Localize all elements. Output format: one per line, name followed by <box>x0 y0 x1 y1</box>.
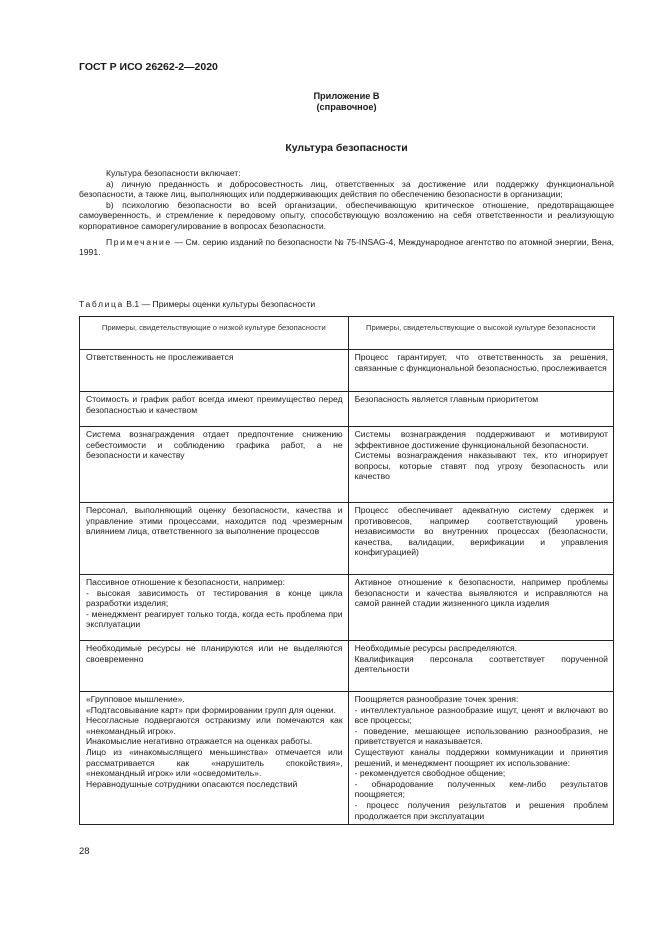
table-row <box>80 575 614 641</box>
appendix-title: Приложение В <box>313 91 380 101</box>
table-row <box>80 692 614 825</box>
table-cell-low <box>80 427 349 503</box>
cell-text-line: Инакомыслие негативно отражается на оценках работы. <box>86 736 313 747</box>
cell-text-line: Системы вознаграждения наказывают тех, кто игнорирует вопросы, которые ставят под угрозу безопасность или качество <box>354 450 608 482</box>
cell-text-line: «Подтасовывание карт» при формировании групп для оценки. <box>86 704 336 715</box>
table-cell-high <box>348 692 613 825</box>
section-title: Культура безопасности <box>285 142 408 154</box>
table-row <box>80 427 614 503</box>
cell-text-line: Процесс обеспечивает адекватную систему сдержек и противовесов, например соответствующий уровень независимости во внутренних процессах (безопасности, качества, валидации, верификации и управления конфигурацией) <box>354 505 608 558</box>
cell-text-line: Активное отношение к безопасности, например проблемы безопасности и качества выявляются и исправляются на самой ранней стадии жизненного цикла изделия <box>354 577 608 609</box>
cell-text-line: Системы вознаграждения поддерживают и мотивируют эффективное достижение функциональной безопасности. <box>354 429 608 450</box>
cell-text-line: «Групповое мышление». <box>86 694 185 704</box>
table-cell-high <box>348 427 613 503</box>
table-cell-high <box>348 641 613 692</box>
table-cell-high <box>348 350 613 392</box>
item-b-paragraph: b) психологию безопасности во всей организации, обеспечивающую критическое отношение, предотвращающее самоуверенность, и стремление к передовому опыту, способствующую возложению на себя ответственности и реализующую корпоративное саморегулирование в вопросах безопасности. <box>79 199 614 231</box>
cell-text-line: Неравнодушные сотрудники опасаются последствий <box>86 778 298 789</box>
table-cell-high <box>348 392 613 427</box>
item-a-paragraph: а) личную преданность и добросовестность лиц, ответственных за достижение или поддержку функциональной безопасности, а также лиц, выполняющих или поддерживающих действия по обеспечению безопасности в организации; <box>79 178 614 200</box>
safety-culture-table <box>79 316 614 825</box>
table-row <box>80 392 614 427</box>
table-header-low: Примеры, свидетельствующие о низкой культуре безопасности <box>80 317 349 350</box>
cell-text-line: Существуют каналы поддержки коммуникации и принятия решений, и менеджмент поощряет их использование: <box>354 746 608 768</box>
cell-text-line: Необходимые ресурсы не планируются или не выделяются своевременно <box>86 643 343 664</box>
note-label: Примечание <box>106 236 172 247</box>
table-header-row <box>80 317 614 350</box>
appendix-subtitle: (справочное) <box>316 102 377 112</box>
table-cell-high <box>348 503 613 575</box>
table-body <box>80 350 614 825</box>
cell-text-line: Пассивное отношение к безопасности, например: <box>86 577 285 587</box>
cell-text-line: Безопасность является главным приоритетом <box>354 394 539 404</box>
table-row <box>80 503 614 575</box>
table-cell-low <box>80 503 349 575</box>
note-text: — См. серию изданий по безопасности № 75-INSAG-4, Международное агентство по атомной энергии, Вена, 1991. <box>79 236 614 258</box>
cell-text-line: - менеджмент реагирует только тогда, когда есть проблема при эксплуатации <box>86 608 343 630</box>
table-header-high: Примеры, свидетельствующие о высокой культуре безопасности <box>348 317 613 350</box>
cell-text-line: - обнародование полученных кем-либо результатов поощряется; <box>354 778 608 800</box>
cell-text-line: - процесс получения результатов и решения проблем продолжается при эксплуатации <box>354 799 608 821</box>
cell-text-line: - рекомендуется свободное общение; <box>354 768 506 779</box>
cell-text-line: Лицо из «инакомыслящего меньшинства» отмечается или рассматривается как «нарушитель спокойствия», «некомандный игрок» или «осведомитель». <box>86 746 343 779</box>
cell-text-line: Персонал, выполняющий оценку безопасности, качества и управление этими процессами, находится под чрезмерным влиянием лица, ответственного за выполнение процессов <box>86 505 343 537</box>
table-cell-low <box>80 350 349 392</box>
table-caption <box>79 299 315 310</box>
cell-text-line: Необходимые ресурсы распределяются. <box>354 643 518 653</box>
body-text <box>79 168 614 258</box>
table-row <box>80 350 614 392</box>
cell-text-line: Стоимость и график работ всегда имеют преимущество перед безопасностью и качеством <box>86 394 343 415</box>
page-number: 28 <box>79 846 90 857</box>
cell-text-line: Процесс гарантирует, что ответственность за решения, связанные с функциональной безопасностью, прослеживается <box>354 352 608 373</box>
table-caption-label: Таблица <box>79 299 124 309</box>
cell-text-line: Ответственность не прослеживается <box>86 352 234 362</box>
table-cell-low <box>80 641 349 692</box>
cell-text-line: Квалификация персонала соответствует порученной деятельности <box>354 653 608 675</box>
table-cell-low <box>80 392 349 427</box>
table-caption-text: В.1 — Примеры оценки культуры безопасности <box>123 299 316 309</box>
table-cell-high <box>348 575 613 641</box>
table-row <box>80 641 614 692</box>
table-cell-low <box>80 692 349 825</box>
table-cell-low <box>80 575 349 641</box>
intro-paragraph: Культура безопасности включает: <box>106 168 241 178</box>
cell-text-line: - поведение, мешающее использованию разнообразия, не приветствуется и наказывается. <box>354 725 608 747</box>
cell-text-line: Система вознаграждения отдает предпочтение снижению себестоимости и соблюдению графика работ, а не безопасности и качеству <box>86 429 343 461</box>
cell-text-line: - высокая зависимость от тестирования в конце цикла разработки изделия; <box>86 587 343 609</box>
note-paragraph <box>79 237 614 258</box>
cell-text-line: Несогласные подвергаются остракизму или помечаются как «некомандный игрок». <box>86 715 343 736</box>
cell-text-line: Поощряется разнообразие точек зрения: <box>354 694 519 704</box>
cell-text-line: - интеллектуальное разнообразие ищут, ценят и включают во все процессы; <box>354 704 608 726</box>
document-code: ГОСТ Р ИСО 26262-2—2020 <box>79 61 218 73</box>
